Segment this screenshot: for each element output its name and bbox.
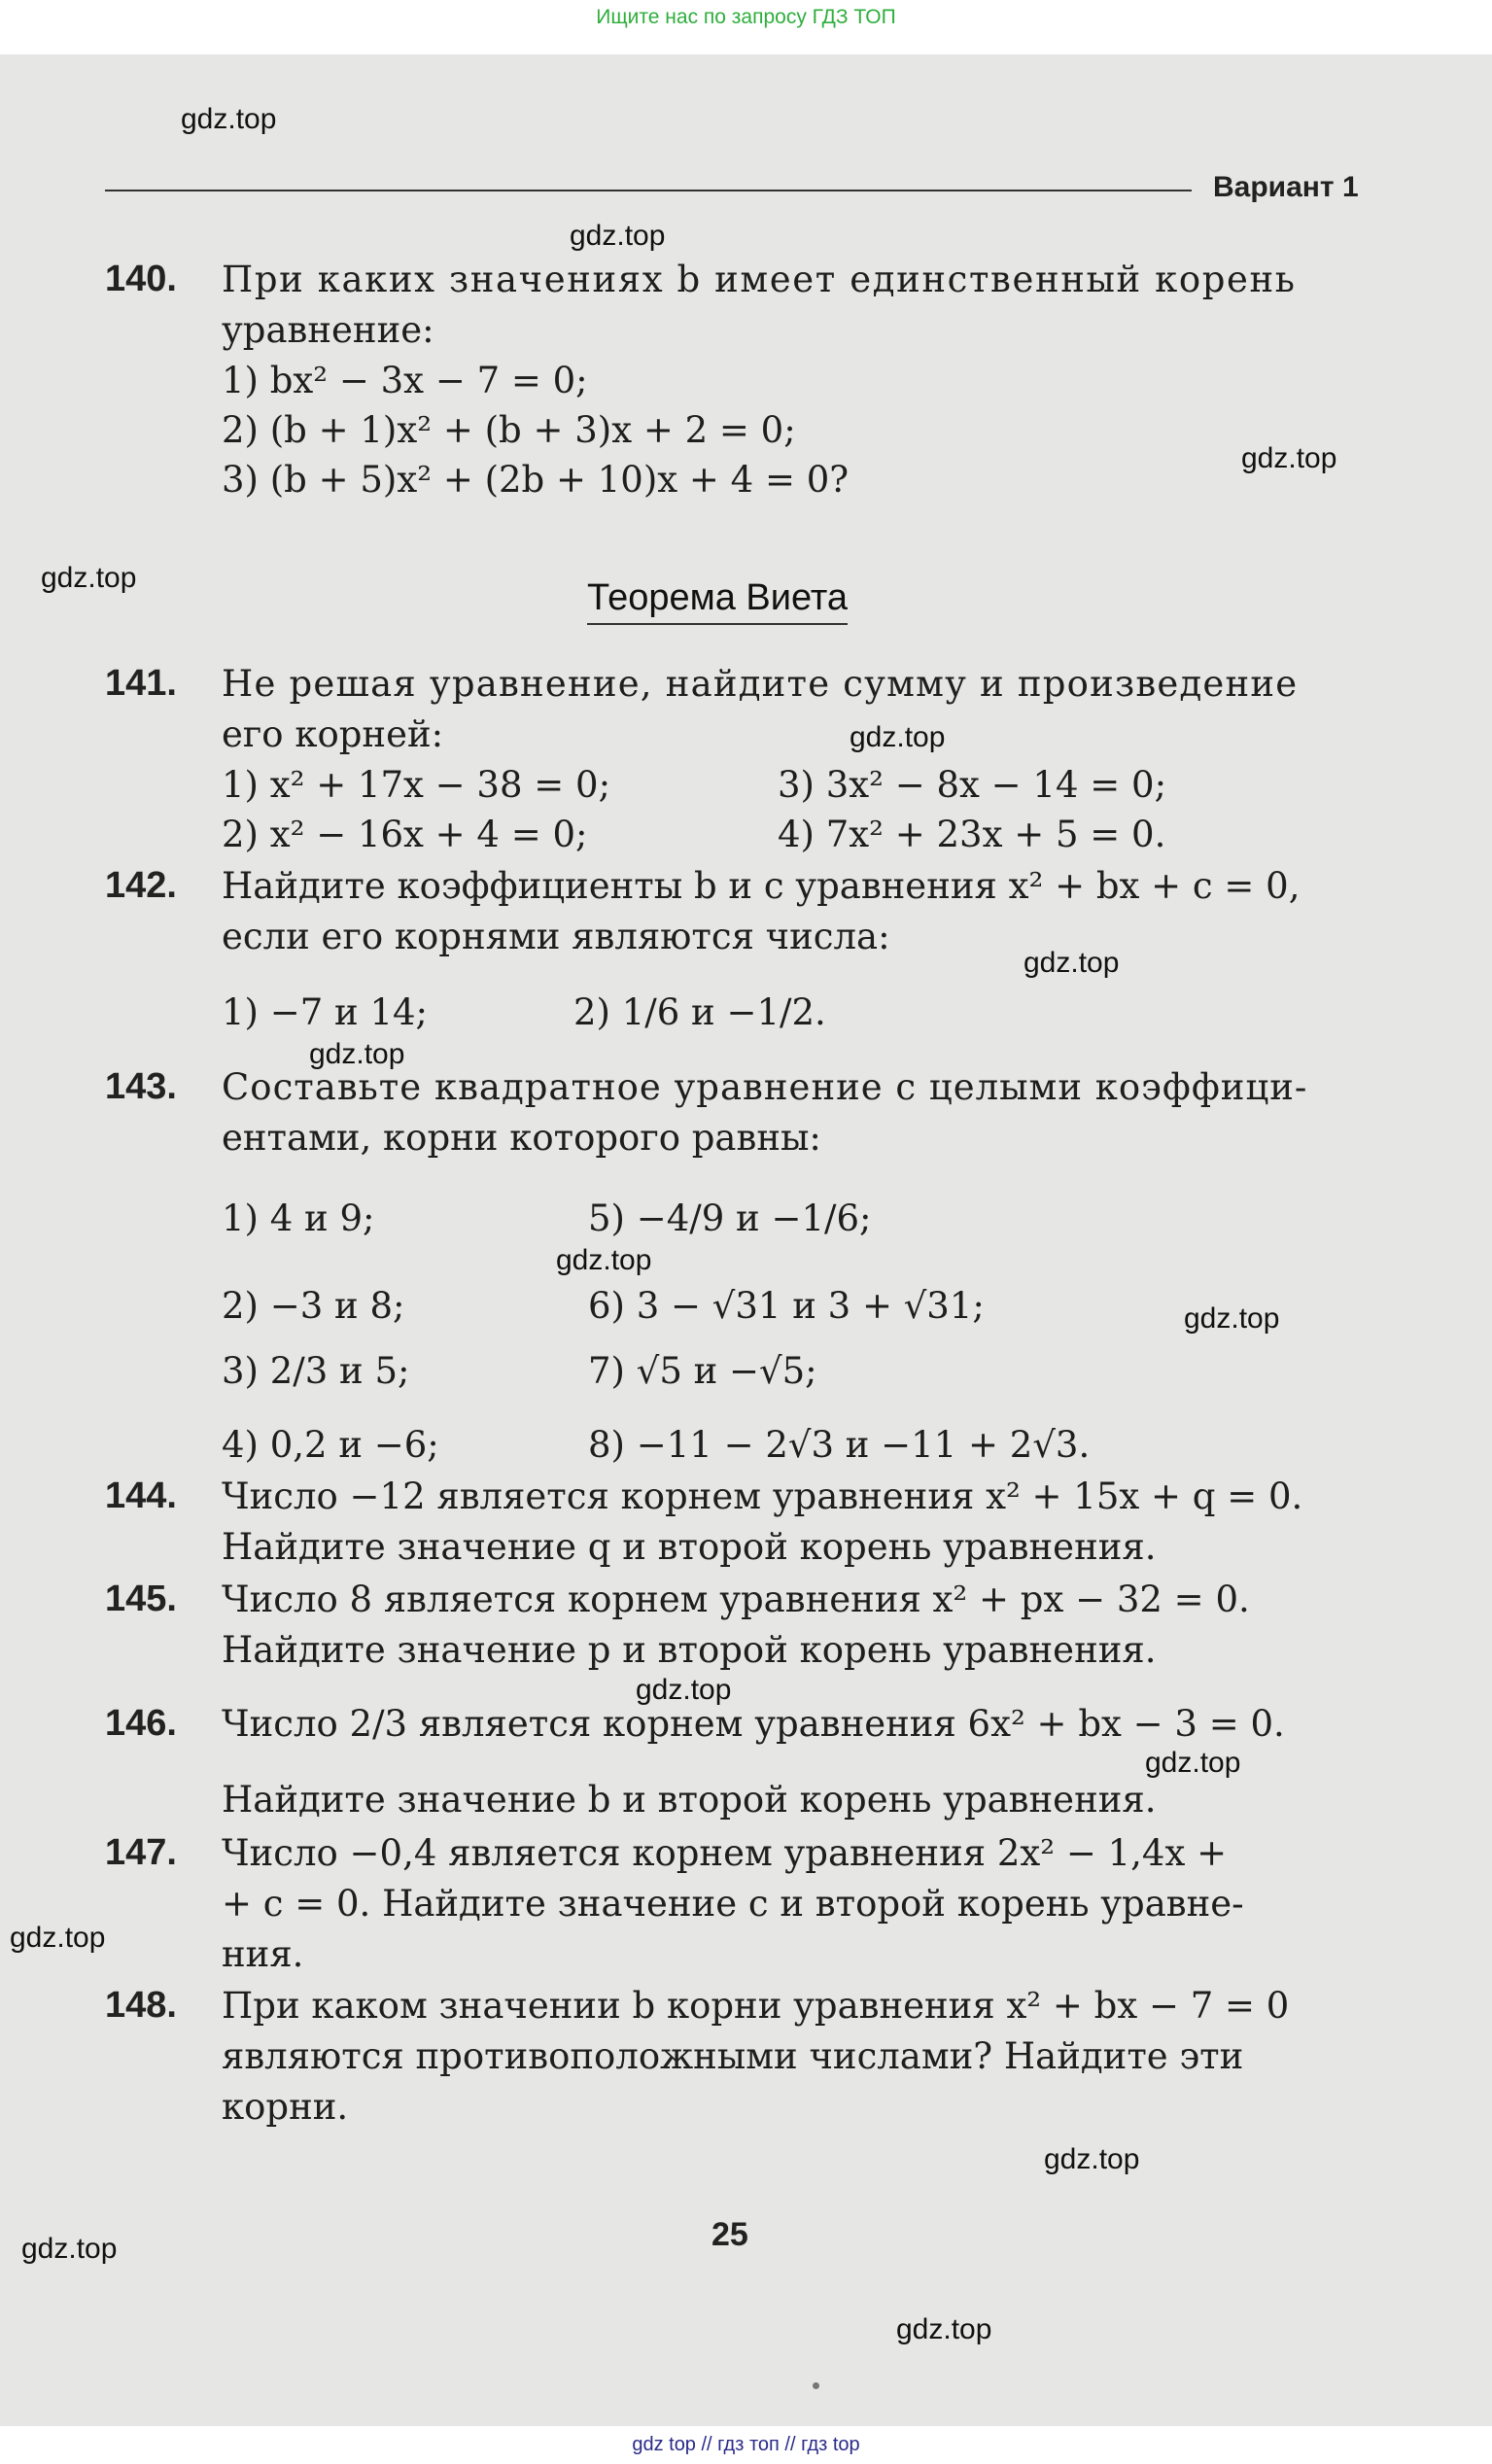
problem-number-141: 141. bbox=[105, 663, 177, 704]
problem-number-142: 142. bbox=[105, 865, 177, 906]
problem-143-item: 7) √5 и −√5; bbox=[588, 1350, 817, 1392]
problem-144-text: Найдите значение q и второй корень уравнения. bbox=[222, 1526, 1157, 1568]
problem-143-text: Составьте квадратное уравнение с целыми коэффици- bbox=[222, 1066, 1308, 1108]
watermark: gdz.top bbox=[1184, 1302, 1280, 1335]
problem-148-text: При каком значении b корни уравнения x² + bx − 7 = 0 bbox=[222, 1985, 1290, 2027]
problem-143-item: 2) −3 и 8; bbox=[222, 1285, 405, 1327]
variant-label: Вариант 1 bbox=[1213, 171, 1359, 203]
problem-144-text: Число −12 является корнем уравнения x² + 15x + q = 0. bbox=[222, 1475, 1303, 1517]
problem-141-item: 4) 7x² + 23x + 5 = 0. bbox=[778, 814, 1166, 855]
problem-number-144: 144. bbox=[105, 1475, 177, 1516]
problem-143-item: 1) 4 и 9; bbox=[222, 1197, 375, 1239]
watermark: gdz.top bbox=[570, 220, 666, 252]
problem-number-148: 148. bbox=[105, 1985, 177, 2026]
section-title: Теорема Виета bbox=[587, 577, 848, 625]
problem-141-text: Не решая уравнение, найдите сумму и произведение bbox=[222, 663, 1299, 705]
problem-number-145: 145. bbox=[105, 1579, 177, 1619]
watermark: gdz.top bbox=[1145, 1747, 1241, 1779]
watermark: gdz.top bbox=[21, 2233, 118, 2265]
problem-148-text: корни. bbox=[222, 2086, 349, 2128]
problem-140-item: 2) (b + 1)x² + (b + 3)x + 2 = 0; bbox=[222, 409, 796, 451]
problem-143-item: 3) 2/3 и 5; bbox=[222, 1350, 410, 1392]
problem-140-text: уравнение: bbox=[222, 309, 434, 351]
problem-143-item: 6) 3 − √31 и 3 + √31; bbox=[588, 1285, 985, 1327]
problem-141-item: 2) x² − 16x + 4 = 0; bbox=[222, 814, 588, 855]
problem-145-text: Число 8 является корнем уравнения x² + px − 32 = 0. bbox=[222, 1579, 1250, 1620]
watermark: gdz.top bbox=[1024, 947, 1120, 979]
problem-142-item: 1) −7 и 14; bbox=[222, 991, 429, 1033]
problem-146-text: Число 2/3 является корнем уравнения 6x² + bx − 3 = 0. bbox=[222, 1703, 1285, 1745]
problem-143-item: 8) −11 − 2√3 и −11 + 2√3. bbox=[588, 1424, 1091, 1466]
problem-143-item: 5) −4/9 и −1/6; bbox=[588, 1197, 872, 1239]
watermark: gdz.top bbox=[896, 2313, 992, 2345]
problem-147-text: ния. bbox=[222, 1933, 304, 1975]
problem-146-text: Найдите значение b и второй корень уравнения. bbox=[222, 1779, 1157, 1821]
watermark: gdz.top bbox=[309, 1038, 405, 1070]
problem-142-item: 2) 1/6 и −1/2. bbox=[573, 991, 826, 1033]
top-banner[interactable]: Ищите нас по запросу ГДЗ ТОП bbox=[0, 0, 1492, 37]
watermark: gdz.top bbox=[556, 1244, 652, 1276]
problem-141-item: 3) 3x² − 8x − 14 = 0; bbox=[778, 764, 1167, 806]
watermark: gdz.top bbox=[1241, 442, 1337, 474]
watermark: gdz.top bbox=[181, 103, 277, 135]
problem-145-text: Найдите значение p и второй корень уравнения. bbox=[222, 1629, 1157, 1671]
watermark: gdz.top bbox=[850, 721, 946, 753]
problem-140-text: При каких значениях b имеет единственный корень bbox=[222, 259, 1297, 300]
problem-141-text: его корней: bbox=[222, 713, 444, 755]
problem-140-item: 1) bx² − 3x − 7 = 0; bbox=[222, 360, 588, 401]
watermark: gdz.top bbox=[41, 562, 137, 594]
problem-141-item: 1) x² + 17x − 38 = 0; bbox=[222, 764, 611, 806]
watermark: gdz.top bbox=[1044, 2143, 1140, 2175]
problem-142-text: Найдите коэффициенты b и c уравнения x² + bx + c = 0, bbox=[222, 865, 1301, 907]
bottom-banner[interactable]: gdz top // гдз топ // гдз top bbox=[0, 2426, 1492, 2464]
problem-143-text: ентами, корни которого равны: bbox=[222, 1117, 821, 1159]
problem-140-item: 3) (b + 5)x² + (2b + 10)x + 4 = 0? bbox=[222, 459, 850, 501]
problem-number-146: 146. bbox=[105, 1703, 177, 1744]
watermark: gdz.top bbox=[10, 1922, 106, 1954]
problem-147-text: Число −0,4 является корнем уравнения 2x² − 1,4x + bbox=[222, 1832, 1228, 1874]
problem-142-text: если его корнями являются числа: bbox=[222, 916, 890, 957]
header-rule bbox=[105, 190, 1192, 191]
problem-148-text: являются противоположными числами? Найдите эти bbox=[222, 2035, 1244, 2077]
problem-number-143: 143. bbox=[105, 1066, 177, 1107]
problem-143-item: 4) 0,2 и −6; bbox=[222, 1424, 439, 1466]
watermark: gdz.top bbox=[636, 1674, 732, 1706]
page-speck bbox=[813, 2382, 819, 2389]
problem-147-text: + c = 0. Найдите значение c и второй корень уравне- bbox=[222, 1883, 1244, 1925]
problem-number-147: 147. bbox=[105, 1832, 177, 1873]
problem-number-140: 140. bbox=[105, 259, 177, 299]
page-number: 25 bbox=[711, 2216, 748, 2253]
